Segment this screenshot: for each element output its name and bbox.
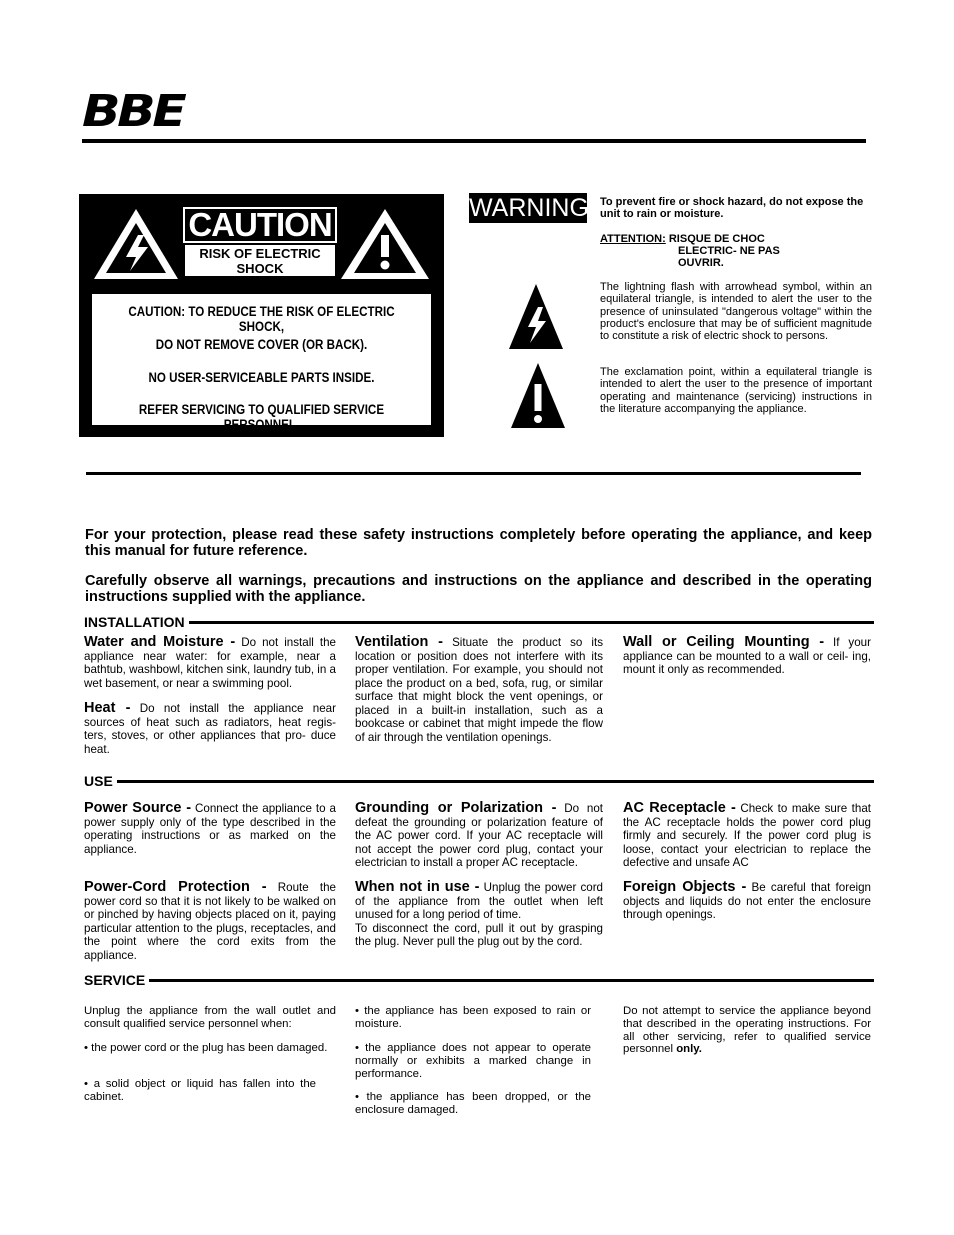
ventilation-text: Situate the product so its location or position does not interfere with its proper ventilation. For example, you should not place the product on a bed, sofa, rug, or similar surface that might block the vent openings, or placed in a built-in installation, such as a bookcase or cabinet that might impede the flow of air through the ventilation openings.: [355, 636, 604, 744]
wall-mounting-item: [623, 636, 871, 677]
power-source-item: [84, 802, 336, 856]
attention-text-3: OUVRIR.: [678, 257, 724, 269]
not-in-use-text: Unplug the power cord of the appliance from the outlet when left unused for a long period of time.: [355, 881, 604, 921]
grounding-title: Grounding or Polarization -: [355, 800, 557, 816]
wall-mounting-text: If your appliance can be mounted to a wall or ceil- ing, mount it only as recommended.: [623, 636, 871, 676]
caution-text-panel: [92, 294, 431, 432]
grounding-item: [355, 802, 603, 870]
use-heading: [84, 773, 874, 789]
power-cord-text: Route the power cord so that it is not likely to be walked on or pinched by having objects placed on it, paying particular attention to the plugs, receptacles, and the point where the cord exits from the appliance.: [84, 881, 336, 962]
ac-receptacle-item: [623, 802, 871, 870]
section-divider: [86, 472, 861, 475]
caution-line-3: NO USER-SERVICEABLE PARTS INSIDE.: [148, 370, 375, 385]
use-rule: [117, 780, 874, 783]
power-source-title: Power Source -: [84, 800, 192, 816]
ventilation-title: Ventilation -: [355, 634, 444, 650]
wall-mounting-title: Wall or Ceiling Mounting -: [623, 634, 825, 650]
not-in-use-text-2: To disconnect the cord, pull it out by grasping the plug. Never pull the plug out by the cord.: [355, 921, 603, 948]
attention-label: ATTENTION:: [600, 233, 666, 245]
intro-paragraph-2: Carefully observe all warnings, precautions and instructions on the appliance and described in the operating instructions supplied with the appliance.: [85, 573, 872, 605]
caution-title: CAUTION: [183, 207, 337, 243]
attention-text-1: RISQUE DE CHOC: [668, 233, 765, 245]
attention-text-2: ELECTRIC- NE PAS: [678, 245, 780, 257]
header-rule: [82, 139, 866, 143]
exclamation-description: The exclamation point, within a equilateral triangle is intended to alert the user to the presence of important operating and maintenance (servicing) instructions in the literature accompanying the appliance.: [600, 366, 872, 415]
service-heading: [84, 972, 874, 988]
caution-sub-line-1: RISK OF ELECTRIC SHOCK: [199, 246, 321, 276]
service-heading-text: SERVICE: [84, 972, 146, 988]
warning-label: WARNING: [469, 194, 589, 222]
service-rule: [149, 979, 874, 982]
ventilation-item: [355, 636, 603, 744]
ac-receptacle-text: Check to make sure that the AC receptacle holds the power cord plug firmly and securely. If the power cord plug is loose, contact your electrician to replace the defective and unsafe AC: [623, 802, 871, 869]
water-moisture-text: Do not install the appliance near water: for example, near a bathtub, washbowl, kitchen sink, laundry tub, in a wet basement, or near a swimming pool.: [84, 636, 336, 690]
use-heading-text: USE: [84, 773, 113, 789]
water-moisture-title: Water and Moisture -: [84, 634, 236, 650]
exclamation-symbol-icon: [510, 362, 566, 429]
service-bullet-rain: • the appliance has been exposed to rain or moisture.: [355, 1005, 591, 1030]
foreign-objects-item: [623, 881, 871, 922]
lightning-triangle-icon: [92, 207, 180, 281]
foreign-objects-text: Be careful that foreign objects and liquids do not enter the enclosure through openings.: [623, 881, 871, 921]
service-note: [623, 1005, 871, 1056]
heat-title: Heat -: [84, 700, 131, 716]
exclamation-triangle-icon: [340, 207, 431, 281]
power-cord-item: [84, 881, 336, 962]
installation-heading-text: INSTALLATION: [84, 614, 185, 630]
intro-paragraph-1: For your protection, please read these safety instructions completely before operating the appliance, and keep this manual for future reference.: [85, 527, 872, 559]
caution-sub-line-2: DO NOT OPEN: [214, 276, 306, 291]
grounding-text: Do not defeat the grounding or polarization feature of the AC power cord. If your AC receptacle will not accept the power cord plug, contact your electrician to install a proper AC receptacle.: [355, 802, 604, 869]
lightning-description: The lightning flash with arrowhead symbol, within an equilateral triangle, is intended to alert the user to the presence of uninsulated "dangerous voltage" within the product's enclosure that may be of sufficient magnitude to constitute a risk of electric shock to persons.: [600, 281, 872, 343]
brand-logo: BBE: [82, 86, 184, 137]
power-cord-title: Power-Cord Protection -: [84, 879, 267, 895]
not-in-use-item: [355, 881, 603, 949]
caution-line-4: REFER SERVICING TO QUALIFIED SERVICE PERSONNEL.: [138, 402, 385, 432]
caution-line-2: DO NOT REMOVE COVER (OR BACK).: [155, 337, 368, 352]
caution-line-1: CAUTION: TO REDUCE THE RISK OF ELECTRIC SHOCK,: [128, 304, 395, 334]
service-intro: Unplug the appliance from the wall outlet and consult qualified service personnel when:: [84, 1005, 336, 1030]
service-note-emphasis: only.: [676, 1043, 702, 1056]
caution-subtitle: [183, 243, 337, 291]
not-in-use-title: When not in use -: [355, 879, 480, 895]
water-moisture-item: [84, 636, 336, 690]
power-source-text: Connect the appliance to a power supply only of the type described in the operating instructions or as marked on the appliance.: [84, 802, 336, 856]
heat-item: [84, 702, 336, 756]
warning-text: To prevent fire or shock hazard, do not expose the unit to rain or moisture.: [600, 196, 864, 220]
service-bullet-dropped: • the appliance has been dropped, or the enclosure damaged.: [355, 1091, 591, 1116]
service-bullet-cord: • the power cord or the plug has been damaged.: [84, 1042, 328, 1054]
installation-rule: [189, 621, 874, 624]
ac-receptacle-title: AC Receptacle -: [623, 800, 736, 816]
service-bullet-operate: • the appliance does not appear to operate normally or exhibits a marked change in performance.: [355, 1042, 591, 1080]
service-bullet-object: • a solid object or liquid has fallen into the cabinet.: [84, 1078, 316, 1103]
installation-heading: [84, 614, 874, 630]
foreign-objects-title: Foreign Objects -: [623, 879, 747, 895]
lightning-symbol-icon: [508, 283, 564, 350]
heat-text: Do not install the appliance near sources of heat such as radiators, heat regis- ters, stoves, or other appliances that pro- duce heat.: [84, 702, 336, 756]
service-note-text: Do not attempt to service the appliance beyond that described in the operating instructions. For all other servicing, refer to qualified service personnel: [623, 1005, 871, 1056]
attention-line: [600, 233, 765, 245]
attention-continued: [678, 245, 780, 269]
